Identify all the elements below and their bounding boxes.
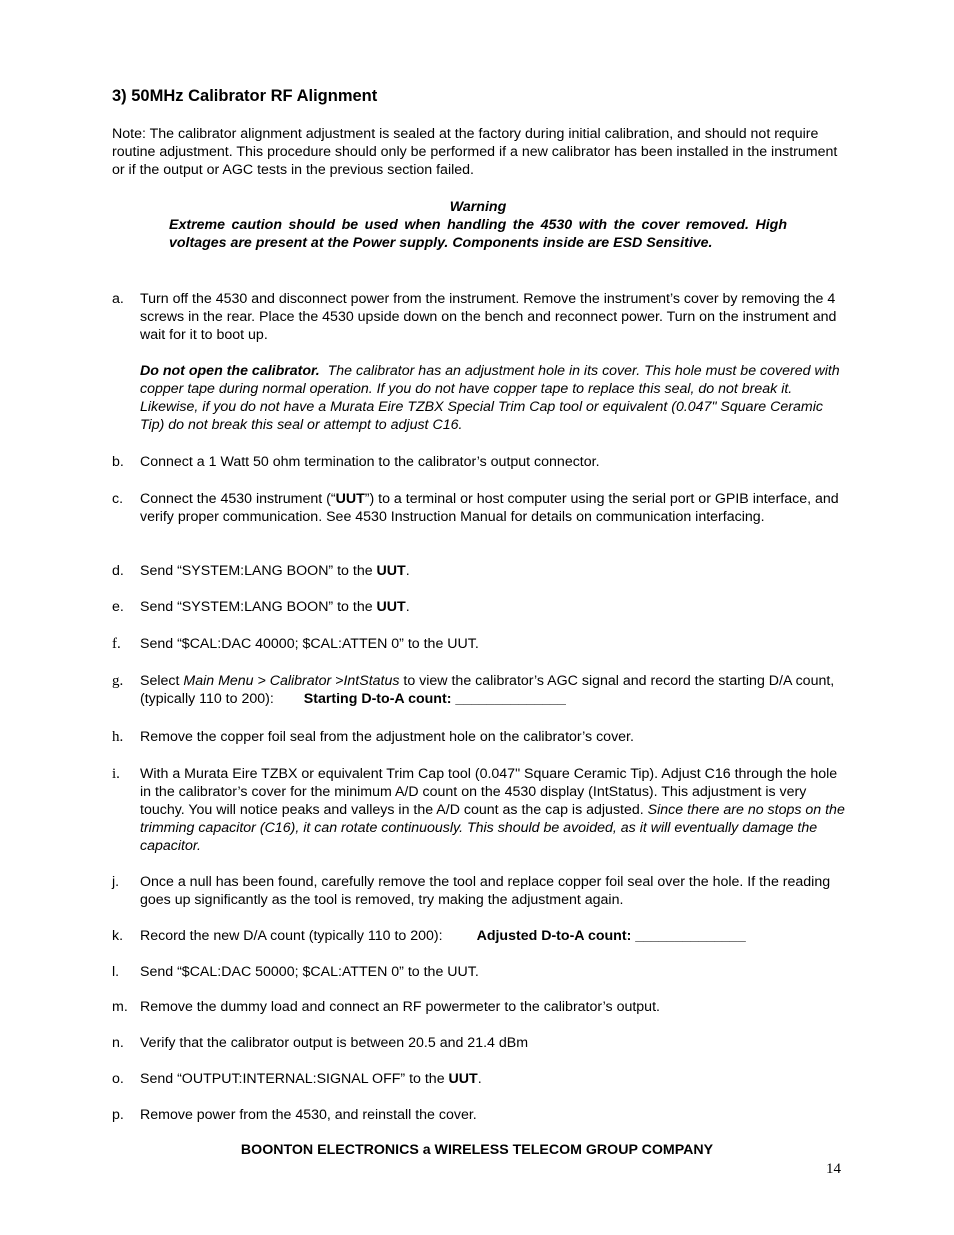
step-letter: e. (112, 599, 124, 615)
step-text: Once a null has been found, carefully remove the tool and replace copper foil seal over the hole. If the reading goes up significantly as the tool is removed, try making the adjustment again. (140, 874, 831, 908)
step-letter: k. (112, 928, 124, 944)
step-p (112, 1106, 847, 1124)
step-i (112, 765, 847, 855)
step-letter: h. (112, 729, 124, 745)
step-text: Turn off the 4530 and disconnect power from the instrument. Remove the instrument’s cover by removing the 4 screws in the rear. Place the 4530 upside down on the bench and reconnect power. Turn on the instrument and wait for it to boot up. (140, 291, 837, 343)
step-text: Send “$CAL:DAC 50000; $CAL:ATTEN 0” to the UUT. (140, 964, 479, 980)
step-letter: i. (112, 766, 120, 782)
step-letter: f. (112, 636, 121, 652)
step-letter: a. (112, 291, 124, 307)
company-footer: BOONTON ELECTRONICS a WIRELESS TELECOM GROUP COMPANY (240, 1142, 714, 1158)
step-letter: l. (112, 964, 120, 980)
caution-bold: Do not open the calibrator. (140, 363, 320, 379)
step-text: Send “OUTPUT:INTERNAL:SIGNAL OFF” to the UUT. (140, 1071, 482, 1087)
step-letter: o. (112, 1071, 124, 1087)
capacitor-warning: Since there are no stops on the trimming capacitor (C16), it can rotate continuously. This should be avoided, as it will eventually damage the capacitor. (140, 802, 845, 854)
step-text: Send “SYSTEM:LANG BOON” to the UUT. (140, 599, 410, 615)
step-l (112, 963, 847, 981)
step-text: With a Murata Eire TZBX or equivalent Trim Cap tool (0.047" Square Ceramic Tip). Adjust C16 through the hole in the calibrator’s cover for the minimum A/D count on the 4530 display (IntStatus). This adjustment is very touchy. You will notice peaks and valleys in the A/D count as the cap is adjusted. Since there are no stops on the trimming capacitor (C16), it can rotate continuously. This should be avoided, as it will eventually damage the capacitor. (140, 766, 845, 854)
step-d (112, 562, 847, 580)
step-letter: m. (112, 999, 128, 1015)
step-text: Remove power from the 4530, and reinstall the cover. (140, 1107, 477, 1123)
warning-box (169, 198, 787, 252)
step-o (112, 1070, 847, 1088)
uut-label: UUT (335, 491, 365, 507)
step-text: Verify that the calibrator output is between 20.5 and 21.4 dBm (140, 1035, 529, 1051)
step-letter: p. (112, 1107, 124, 1123)
step-letter: g. (112, 673, 124, 689)
uut-label: UUT (376, 563, 406, 579)
menu-path: Main Menu > Calibrator >IntStatus (183, 673, 400, 689)
note-paragraph: Note: The calibrator alignment adjustment is sealed at the factory during initial calibration, and should not require routine adjustment. This procedure should only be performed if a new calibrator has been installed in the instrument or if the output or AGC tests in the previous section failed. (112, 126, 838, 178)
step-k (112, 927, 847, 945)
step-text: Remove the copper foil seal from the adjustment hole on the calibrator’s cover. (140, 729, 634, 745)
step-e (112, 598, 847, 616)
section-title: 3) 50MHz Calibrator RF Alignment (112, 87, 378, 105)
step-text: Select Main Menu > Calibrator >IntStatus to view the calibrator’s AGC signal and record the starting D/A count, (typically 110 to 200): Starting D-to-A count: ______________ (140, 673, 835, 707)
uut-label: UUT (376, 599, 406, 615)
step-text: Remove the dummy load and connect an RF powermeter to the calibrator’s output. (140, 999, 660, 1015)
step-text: Connect the 4530 instrument (“UUT”) to a terminal or host computer using the serial port or GPIB interface, and verify proper communication. See 4530 Instruction Manual for details on communication interfacing. (140, 491, 839, 525)
adjusted-count-field: Adjusted D-to-A count: ______________ (476, 928, 746, 944)
step-text: Connect a 1 Watt 50 ohm termination to the calibrator’s output connector. (140, 454, 600, 470)
step-text: Send “SYSTEM:LANG BOON” to the UUT. (140, 563, 410, 579)
step-m (112, 998, 847, 1016)
step-n (112, 1034, 847, 1052)
page-number: 14 (826, 1161, 841, 1177)
step-j (112, 873, 847, 909)
step-a (112, 290, 847, 344)
step-letter: d. (112, 563, 124, 579)
starting-count-field: Starting D-to-A count: ______________ (303, 691, 566, 707)
caution-text: The calibrator has an adjustment hole in its cover. This hole must be covered with copper tape during normal operation. If you do not have copper tape to replace this seal, do not break it. Likewise, if you do not have a Murata Eire TZBX Special Trim Cap tool or equivalent (0.047" Square Ceramic Tip) do not break this seal or attempt to adjust C16. (140, 363, 840, 433)
calibrator-caution (140, 362, 846, 434)
step-text: Send “$CAL:DAC 40000; $CAL:ATTEN 0” to the UUT. (140, 636, 479, 652)
step-b (112, 453, 847, 471)
step-letter: b. (112, 454, 124, 470)
step-text: Record the new D/A count (typically 110 to 200): Adjusted D-to-A count: ______________ (140, 928, 746, 944)
step-g (112, 672, 847, 708)
uut-label: UUT (448, 1071, 478, 1087)
step-letter: c. (112, 491, 124, 507)
step-c (112, 490, 847, 526)
step-letter: j. (112, 874, 120, 890)
step-f (112, 635, 847, 653)
warning-heading: Warning (449, 199, 507, 215)
warning-body: Extreme caution should be used when handling the 4530 with the cover removed. High voltages are present at the Power supply. Components inside are ESD Sensitive. (169, 217, 787, 251)
step-h (112, 728, 847, 746)
step-letter: n. (112, 1035, 124, 1051)
